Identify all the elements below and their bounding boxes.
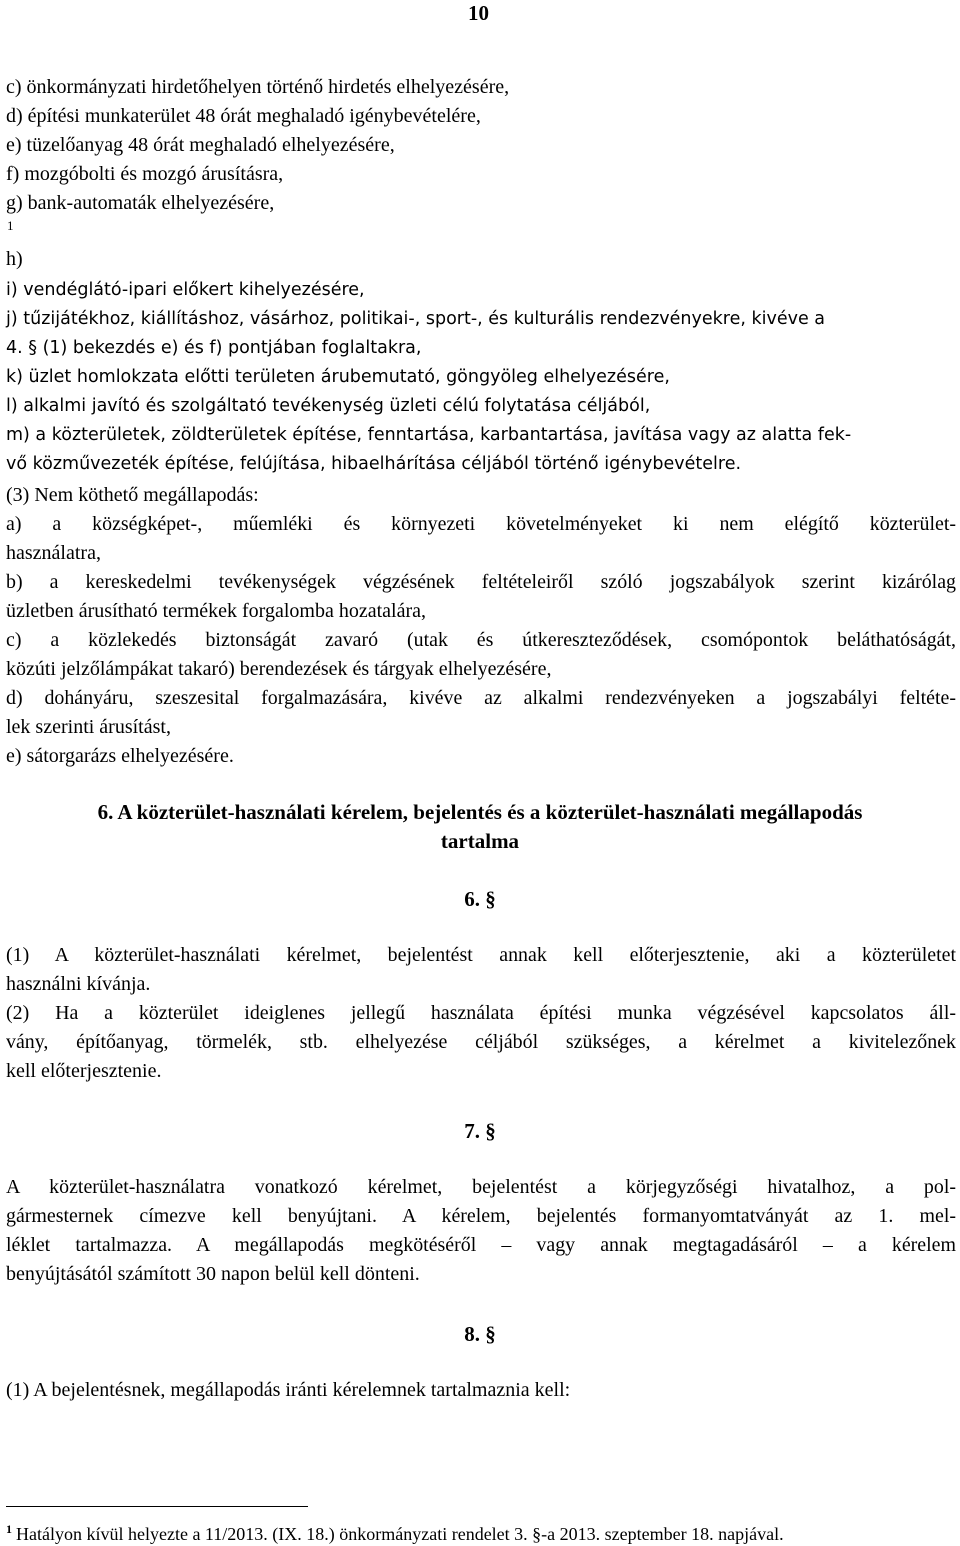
paragraph-line: lek szerinti árusítást,	[6, 716, 171, 738]
list-line: e) tüzelőanyag 48 órát meghaladó elhelyezésére,	[6, 134, 395, 156]
paragraph-line: használatra,	[6, 542, 101, 564]
list-line: 4. § (1) bekezdés e) és f) pontjában foglaltakra,	[6, 338, 422, 358]
list-line: vő közművezeték építése, felújítása, hibaelhárítása céljából történő igénybevételre.	[6, 454, 742, 474]
chapter-heading: tartalma	[440, 829, 520, 853]
paragraph-line: (1) A közterület-használati kérelmet, bejelentést annak kell előterjesztenie, aki a közterületet	[6, 944, 956, 966]
paragraph-line: gármesternek címezve kell benyújtani. A kérelem, bejelentés formanyomtatványát az 1. mel-	[6, 1205, 956, 1227]
paragraph-line: A közterület-használatra vonatkozó kérelmet, bejelentést a körjegyzőségi hivatalhoz, a pol-	[6, 1176, 956, 1198]
page-number: 10	[468, 1, 489, 25]
paragraph-line: vány, építőanyag, törmelék, stb. elhelyezése céljából szükséges, a kérelmet a kivitelezőnek	[6, 1031, 956, 1053]
footnote	[6, 1517, 784, 1546]
paragraph-line: használni kívánja.	[6, 973, 151, 995]
section-mark: 7. §	[464, 1119, 496, 1143]
footnote-number: 1	[6, 1522, 12, 1536]
paragraph-line: kell előterjesztenie.	[6, 1060, 162, 1082]
footnote-text: Hatályon kívül helyezte a 11/2013. (IX. 18.) önkormányzati rendelet 3. §-a 2013. szeptember 18. napjával.	[16, 1524, 784, 1544]
paragraph-line: közúti jelzőlámpákat takaró) berendezések és tárgyak elhelyezésére,	[6, 658, 552, 680]
list-line: g) bank-automaták elhelyezésére,	[6, 192, 275, 214]
list-line: c) önkormányzati hirdetőhelyen történő hirdetés elhelyezésére,	[6, 76, 510, 98]
footnote-rule	[6, 1506, 308, 1507]
paragraph-line: (3) Nem köthető megállapodás:	[6, 484, 259, 506]
list-line: k) üzlet homlokzata előtti területen árubemutató, göngyöleg elhelyezésére,	[6, 367, 670, 387]
paragraph-line: léklet tartalmazza. A megállapodás megkötéséről – vagy annak megtagadásáról – a kérelem	[6, 1234, 956, 1256]
paragraph-line: d) dohányáru, szeszesital forgalmazására, kivéve az alkalmi rendezvényeken a jogszabályi feltéte-	[6, 687, 956, 709]
list-line: f) mozgóbolti és mozgó árusításra,	[6, 163, 284, 185]
list-line: i) vendéglátó-ipari előkert kihelyezésére,	[6, 280, 365, 300]
list-line: m) a közterületek, zöldterületek építése, fenntartása, karbantartása, javítása vagy az alatta fek-	[6, 425, 852, 445]
list-line: h)	[6, 248, 23, 270]
paragraph-line: b) a kereskedelmi tevékenységek végzésének feltételeiről szóló jogszabályok szerint kizárólag	[6, 571, 956, 593]
paragraph-line: c) a közlekedés biztonságát zavaró (utak és útkereszteződések, csomópontok beláthatóságát,	[6, 629, 956, 651]
list-line: l) alkalmi javító és szolgáltató tevékenység üzleti célú folytatása céljából,	[6, 396, 651, 416]
list-line: d) építési munkaterület 48 órát meghaladó igénybevételére,	[6, 105, 481, 127]
paragraph-line: benyújtásától számított 30 napon belül kell dönteni.	[6, 1263, 420, 1285]
section-mark: 6. §	[464, 887, 496, 911]
paragraph-line: a) a községképet-, műemléki és környezeti követelményeket ki nem elégítő közterület-	[6, 513, 956, 535]
list-line: j) tűzijátékhoz, kiállításhoz, vásárhoz, politikai-, sport-, és kulturális rendezvényekre, kivéve a	[6, 309, 825, 329]
paragraph-line: e) sátorgarázs elhelyezésére.	[6, 745, 234, 767]
paragraph-line: (2) Ha a közterület ideiglenes jellegű használata építési munka végzésével kapcsolatos áll-	[6, 1002, 956, 1024]
paragraph-line: (1) A bejelentésnek, megállapodás iránti kérelemnek tartalmaznia kell:	[6, 1379, 571, 1401]
footnote-reference: 1	[7, 218, 14, 233]
chapter-heading: 6. A közterület-használati kérelem, bejelentés és a közterület-használati megállapodás	[97, 800, 863, 824]
section-mark: 8. §	[464, 1322, 496, 1346]
paragraph-line: üzletben árusítható termékek forgalomba hozatalára,	[6, 600, 426, 622]
